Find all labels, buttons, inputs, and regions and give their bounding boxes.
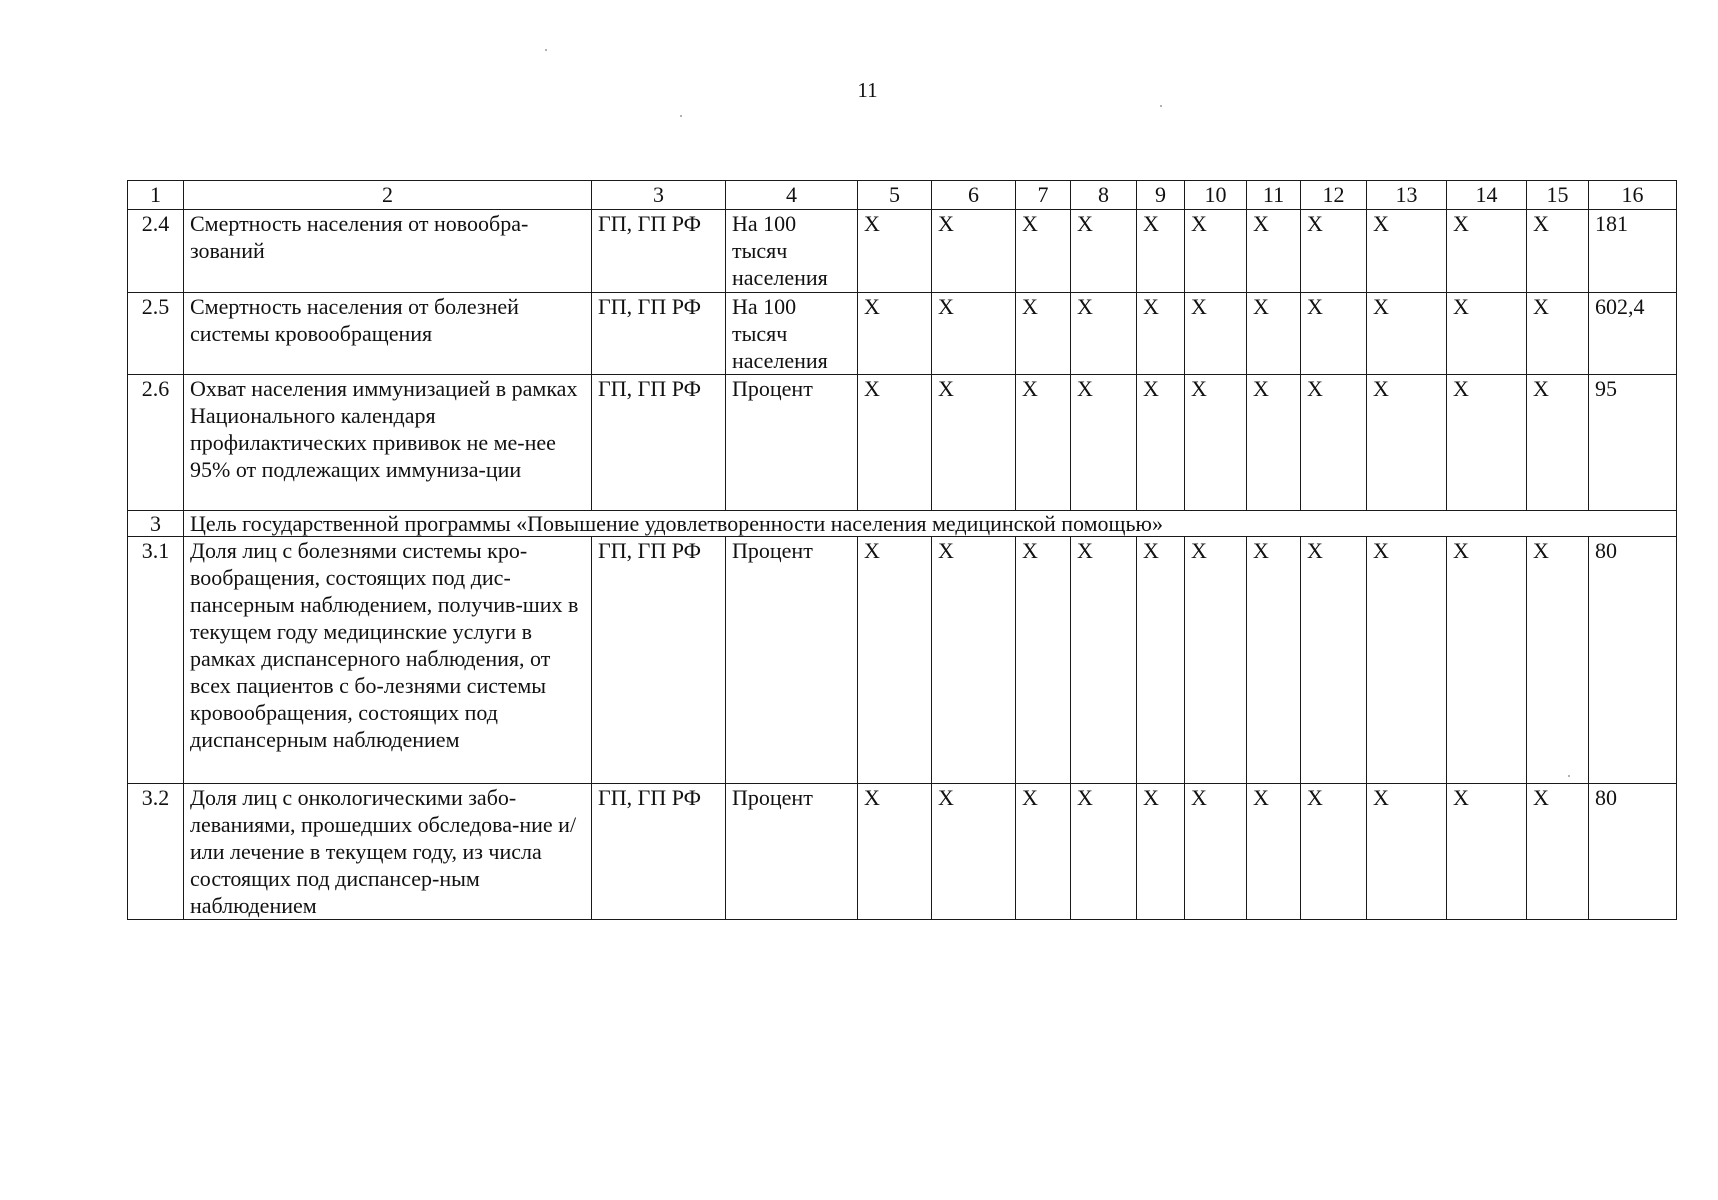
x-mark: X [1071,537,1137,784]
x-mark: X [1301,293,1367,375]
target-value: 95 [1589,375,1677,511]
unit: На 100 тысяч населения [726,293,858,375]
x-mark: X [1016,210,1071,293]
header-cell: 14 [1447,181,1527,210]
x-mark: X [1527,293,1589,375]
indicator-name: Доля лиц с онкологическими забо-леваниями, прошедших обследова-ние и/или лечение в текущем году, из числа состоящих под диспансер-ным наблюдением [184,784,592,920]
x-mark: X [932,375,1016,511]
row-number: 3 [128,511,184,537]
row-number: 3.1 [128,537,184,784]
program-type: ГП, ГП РФ [592,293,726,375]
x-mark: X [858,537,932,784]
header-cell: 7 [1016,181,1071,210]
x-mark: X [1301,784,1367,920]
unit: На 100 тысяч населения [726,210,858,293]
scan-speck [545,49,547,51]
x-mark: X [1447,293,1527,375]
x-mark: X [1185,210,1247,293]
table-row [128,293,1677,375]
x-mark: X [1137,784,1185,920]
x-mark: X [1071,293,1137,375]
indicator-name: Охват населения иммунизацией в рамках Национального календаря профилактических прививок не ме-нее 95% от подлежащих иммуниза-ции [184,375,592,511]
x-mark: X [1185,293,1247,375]
header-cell: 13 [1367,181,1447,210]
x-mark: X [1301,537,1367,784]
header-cell: 11 [1247,181,1301,210]
table-header-row [128,181,1677,210]
x-mark: X [1071,784,1137,920]
table-row [128,210,1677,293]
header-cell: 9 [1137,181,1185,210]
indicators-table [127,180,1677,920]
header-cell: 1 [128,181,184,210]
x-mark: X [858,293,932,375]
header-cell: 3 [592,181,726,210]
x-mark: X [1137,210,1185,293]
unit: Процент [726,537,858,784]
x-mark: X [1247,784,1301,920]
x-mark: X [1016,293,1071,375]
x-mark: X [932,293,1016,375]
x-mark: X [1527,375,1589,511]
header-cell: 2 [184,181,592,210]
scan-speck [680,115,682,117]
row-number: 2.6 [128,375,184,511]
header-cell: 5 [858,181,932,210]
header-cell: 15 [1527,181,1589,210]
x-mark: X [858,375,932,511]
x-mark: X [1185,375,1247,511]
header-cell: 10 [1185,181,1247,210]
x-mark: X [1447,784,1527,920]
header-cell: 6 [932,181,1016,210]
indicator-name: Доля лиц с болезнями системы кро-вообращения, состоящих под дис-пансерным наблюдением, получив-ших в текущем году медицинские услуги в рамках диспансерного наблюдения, от всех пациентов с бо-лезнями системы кровообращения, состоящих под диспансерным наблюдением [184,537,592,784]
unit: Процент [726,784,858,920]
x-mark: X [1137,293,1185,375]
x-mark: X [1301,375,1367,511]
target-value: 80 [1589,537,1677,784]
table-row [128,537,1677,784]
header-cell: 4 [726,181,858,210]
program-type: ГП, ГП РФ [592,375,726,511]
header-cell: 8 [1071,181,1137,210]
unit: Процент [726,375,858,511]
x-mark: X [1447,537,1527,784]
program-goal: Цель государственной программы «Повышение удовлетворенности населения медицинской помощью» [184,511,1677,537]
target-value: 80 [1589,784,1677,920]
indicator-name: Смертность населения от новообра-зований [184,210,592,293]
goal-row [128,511,1677,537]
program-type: ГП, ГП РФ [592,784,726,920]
x-mark: X [1447,210,1527,293]
x-mark: X [1367,784,1447,920]
target-value: 181 [1589,210,1677,293]
x-mark: X [1185,784,1247,920]
x-mark: X [1016,375,1071,511]
program-type: ГП, ГП РФ [592,210,726,293]
x-mark: X [932,784,1016,920]
x-mark: X [1527,784,1589,920]
x-mark: X [932,210,1016,293]
x-mark: X [1071,375,1137,511]
target-value: 602,4 [1589,293,1677,375]
x-mark: X [932,537,1016,784]
x-mark: X [1016,537,1071,784]
x-mark: X [858,210,932,293]
x-mark: X [1185,537,1247,784]
x-mark: X [1367,375,1447,511]
x-mark: X [1367,293,1447,375]
table-row [128,375,1677,511]
header-cell: 12 [1301,181,1367,210]
x-mark: X [1137,537,1185,784]
x-mark: X [1137,375,1185,511]
row-number: 2.5 [128,293,184,375]
x-mark: X [1367,210,1447,293]
x-mark: X [1071,210,1137,293]
x-mark: X [1301,210,1367,293]
x-mark: X [858,784,932,920]
page-number: 11 [857,78,878,102]
indicator-name: Смертность населения от болезней системы кровообращения [184,293,592,375]
x-mark: X [1247,210,1301,293]
row-number: 2.4 [128,210,184,293]
row-number: 3.2 [128,784,184,920]
x-mark: X [1447,375,1527,511]
x-mark: X [1247,293,1301,375]
program-type: ГП, ГП РФ [592,537,726,784]
table-row [128,784,1677,920]
x-mark: X [1247,375,1301,511]
x-mark: X [1527,210,1589,293]
header-cell: 16 [1589,181,1677,210]
x-mark: X [1247,537,1301,784]
x-mark: X [1016,784,1071,920]
x-mark: X [1367,537,1447,784]
x-mark: X [1527,537,1589,784]
scan-speck [1160,105,1162,107]
